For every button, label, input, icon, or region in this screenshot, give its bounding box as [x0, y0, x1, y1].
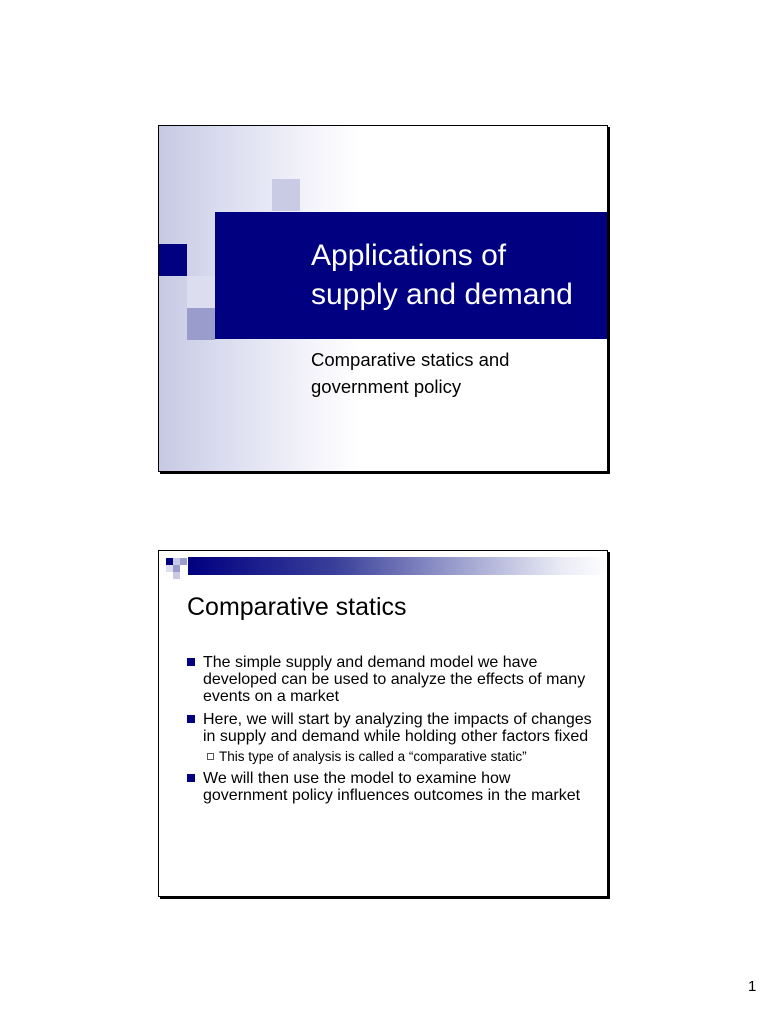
decor-square [187, 276, 215, 308]
content-slide [158, 550, 608, 897]
sub-bullet-item: This type of analysis is called a “comparative static” [207, 749, 597, 765]
decor-square [272, 179, 300, 211]
bullet-list [187, 654, 597, 810]
corner-square [173, 572, 180, 579]
slide-title: Comparative statics [187, 593, 407, 621]
title-slide [158, 125, 608, 472]
decor-square [187, 308, 215, 340]
header-gradient-bar [188, 557, 608, 575]
corner-square [166, 565, 173, 572]
corner-square [173, 558, 180, 565]
bullet-item: We will then use the model to examine how government policy influences outcomes in the market [187, 770, 597, 804]
slide-subtitle: Comparative statics and government policy [311, 349, 510, 397]
square-bullet-icon [187, 715, 195, 723]
corner-square [173, 565, 180, 572]
square-bullet-icon [187, 658, 195, 666]
decor-square [159, 244, 187, 276]
slide-title: Applications of supply and demand [311, 239, 573, 311]
bullet-item: The simple supply and demand model we have developed can be used to analyze the effects of many events on a market [187, 654, 597, 705]
page-number: 1 [748, 978, 757, 995]
hollow-square-bullet-icon [207, 753, 214, 760]
square-bullet-icon [187, 774, 195, 782]
corner-square [166, 558, 173, 565]
corner-square [180, 558, 187, 565]
bullet-item: Here, we will start by analyzing the impacts of changes in supply and demand while holding other factors fixed [187, 711, 597, 745]
